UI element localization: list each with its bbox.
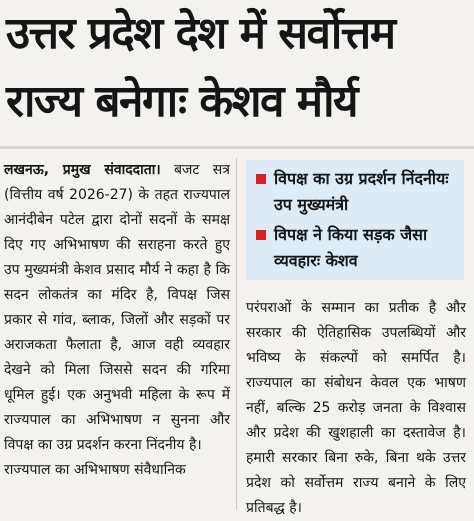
red-bullet-icon <box>256 230 266 240</box>
article-body-left-last: राज्यपाल का अभिभाषण संवैधानिक <box>4 462 186 478</box>
highlight-text: विपक्ष का उग्र प्रदर्शन निंदनीयः उप मुख्यमंत्री <box>274 169 449 214</box>
headline-rule <box>0 146 474 149</box>
headline-line-1: उत्तर प्रदेश देश में सर्वोत्तम <box>6 8 395 59</box>
article-body-right: परंपराओं के सम्मान का प्रतीक है और सरकार की ऐतिहासिक उपलब्धियों और भविष्य के संकल्पों को समर्पित है। राज्यपाल का संबोधन केवल एक भाषण नहीं, बल्कि 25 करोड़ जनता के विश्वास और प्रदेश की खुशहाली का दस्तावेज है। हमारी सरकार बिना रुके, बिना थके उत्तर प्रदेश को सर्वोत्तम राज्य बनाने के लिए प्रतिबद्ध है। <box>246 300 466 516</box>
headline-line-2: राज्य बनेगाः केशव मौर्य <box>6 76 358 127</box>
article-body-left: बजट सत्र (वित्तीय वर्ष 2026-27) के तहत राज्यपाल आनंदीबेन पटेल द्वारा दोनों सदनों के समक्ष दिए गए अभिभाषण की सराहना करते हुए उप मुख्यमंत्री केशव प्रसाद मौर्य ने कहा है कि सदन लोकतंत्र का मंदिर है, विपक्ष जिस प्रकार से गांव, ब्लाक, जिलों और सड़कों पर अराजकता फैलाता है, आज वही व्यवहार देखने को मिला जिससे सदन की गरिमा धूमिल हुई। एक अनुभवी महिला के रूप में राज्यपाल का अभिभाषण न सुनना और विपक्ष का उग्र प्रदर्शन करना निंदनीय है। <box>4 162 230 453</box>
headline <box>6 0 468 136</box>
red-bullet-icon <box>256 174 266 184</box>
article-column-right <box>246 296 466 521</box>
column-divider <box>236 158 237 510</box>
highlight-item <box>254 222 456 274</box>
highlight-text: विपक्ष ने किया सड़क जैसा व्यवहारः केशव <box>274 225 428 270</box>
article-column-left <box>4 158 230 483</box>
dateline: लखनऊ, प्रमुख संवाददाता। <box>4 162 161 178</box>
highlight-item <box>254 166 456 218</box>
highlights-box <box>246 160 464 280</box>
